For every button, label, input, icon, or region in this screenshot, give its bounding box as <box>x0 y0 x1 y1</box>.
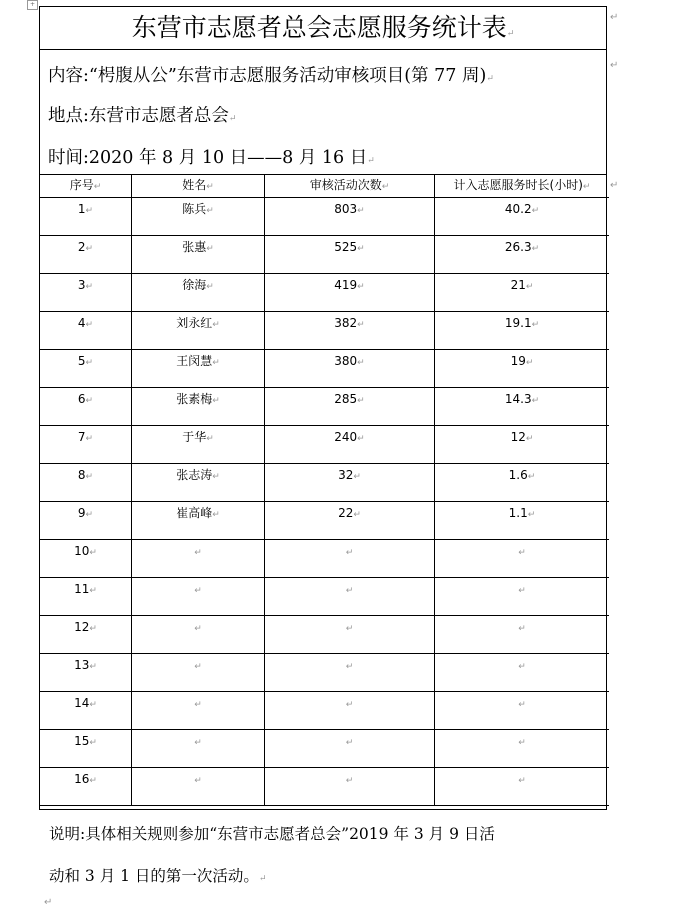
return-arrow-icon: ↵ <box>345 738 354 748</box>
cell-text: 张惠 <box>182 240 207 254</box>
return-arrow-icon: ↵ <box>357 282 365 292</box>
cell-text: 5 <box>77 354 86 368</box>
table-body <box>40 198 609 806</box>
cell-text: 于华 <box>182 430 207 444</box>
return-arrow-icon: ↵ <box>518 738 526 748</box>
cell-no[interactable] <box>40 730 132 768</box>
cell-hours[interactable] <box>435 654 610 692</box>
cell-name[interactable] <box>132 350 265 388</box>
cell-name[interactable] <box>132 654 265 692</box>
time-line <box>48 144 375 169</box>
return-arrow-icon: ↵ <box>206 206 214 216</box>
page-title: 东营市志愿者总会志愿服务统计表 <box>131 13 507 42</box>
return-arrow-icon: ↵ <box>527 510 536 520</box>
return-arrow-icon: ↵ <box>44 897 53 908</box>
statistics-form <box>39 6 607 810</box>
return-arrow-icon: ↵ <box>357 320 365 330</box>
return-arrow-icon: ↵ <box>206 434 214 444</box>
header-name: 姓名↵ <box>132 175 265 198</box>
cell-name[interactable] <box>132 426 265 464</box>
return-arrow-icon: ↵ <box>194 700 202 710</box>
table-row <box>40 768 609 806</box>
cell-hours[interactable] <box>435 730 610 768</box>
return-arrow-icon: ↵ <box>228 114 237 124</box>
cell-no[interactable] <box>40 350 132 388</box>
cell-count[interactable] <box>265 426 435 464</box>
cell-no[interactable] <box>40 692 132 730</box>
return-arrow-icon: ↵ <box>212 358 220 368</box>
cell-hours[interactable] <box>435 426 610 464</box>
cell-no[interactable] <box>40 616 132 654</box>
note-line-2-text: 动和 3 月 1 日的第一次活动。 <box>49 867 259 885</box>
return-arrow-icon: ↵ <box>89 624 97 634</box>
cell-hours[interactable] <box>435 502 610 540</box>
return-arrow-icon: ↵ <box>367 156 375 166</box>
cell-text: 4 <box>77 316 86 330</box>
return-arrow-icon: ↵ <box>518 548 526 558</box>
return-arrow-icon: ↵ <box>525 434 534 444</box>
cell-name[interactable] <box>132 730 265 768</box>
cell-text: 7 <box>77 430 86 444</box>
return-arrow-icon: ↵ <box>194 776 202 786</box>
cell-count[interactable] <box>265 768 435 806</box>
cell-text: 382 <box>334 316 358 330</box>
return-arrow-icon: ↵ <box>531 206 540 216</box>
return-arrow-icon: ↵ <box>525 282 534 292</box>
cell-text: 刘永红 <box>176 316 213 330</box>
return-arrow-icon: ↵ <box>85 358 94 368</box>
return-arrow-icon: ↵ <box>194 624 202 634</box>
cell-count[interactable] <box>265 312 435 350</box>
cell-text: 21 <box>510 278 526 292</box>
return-arrow-icon: ↵ <box>353 510 361 520</box>
return-arrow-icon: ↵ <box>85 396 94 406</box>
return-arrow-icon: ↵ <box>518 776 526 786</box>
cell-hours[interactable] <box>435 350 610 388</box>
cell-hours[interactable] <box>435 616 610 654</box>
table-row <box>40 730 609 768</box>
cell-text: 王闵慧 <box>176 354 213 368</box>
return-arrow-icon: ↵ <box>345 776 354 786</box>
table-row <box>40 502 609 540</box>
cell-text: 12 <box>510 430 526 444</box>
cell-text: 19.1 <box>504 316 532 330</box>
cell-name[interactable] <box>132 768 265 806</box>
table-row <box>40 540 609 578</box>
cell-count[interactable] <box>265 692 435 730</box>
cell-count[interactable] <box>265 654 435 692</box>
return-arrow-icon: ↵ <box>85 206 94 216</box>
return-arrow-icon: ↵ <box>610 180 619 191</box>
cell-text: 3 <box>77 278 86 292</box>
cell-text: 419 <box>334 278 358 292</box>
return-arrow-icon: ↵ <box>89 586 97 596</box>
place-text: 地点:东营市志愿者总会 <box>48 106 229 126</box>
info-block <box>40 50 606 175</box>
cell-no[interactable] <box>40 768 132 806</box>
cell-count[interactable] <box>265 274 435 312</box>
note-line-1: 说明:具体相关规则参加“东营市志愿者总会”2019 年 3 月 9 日活 <box>49 825 495 843</box>
cell-name[interactable] <box>132 540 265 578</box>
cell-no[interactable] <box>40 198 132 236</box>
cell-text: 13 <box>74 658 90 672</box>
return-arrow-icon: ↵ <box>89 700 97 710</box>
cell-hours[interactable] <box>435 388 610 426</box>
cell-count[interactable] <box>265 540 435 578</box>
table-row <box>40 426 609 464</box>
cell-count[interactable] <box>265 198 435 236</box>
cell-text: 240 <box>334 430 358 444</box>
cell-hours[interactable] <box>435 274 610 312</box>
return-arrow-icon: ↵ <box>518 586 526 596</box>
cell-text: 张志涛 <box>176 468 213 482</box>
cell-text: 26.3 <box>504 240 532 254</box>
cell-text: 8 <box>77 468 86 482</box>
return-arrow-icon: ↵ <box>357 434 365 444</box>
cell-no[interactable] <box>40 464 132 502</box>
cell-no[interactable] <box>40 502 132 540</box>
cell-name[interactable] <box>132 198 265 236</box>
table-row <box>40 654 609 692</box>
cell-text: 14 <box>74 696 90 710</box>
cell-name[interactable] <box>132 274 265 312</box>
table-row <box>40 692 609 730</box>
return-arrow-icon: ↵ <box>89 548 97 558</box>
table-row <box>40 312 609 350</box>
cell-text: 40.2 <box>504 202 532 216</box>
cell-hours[interactable] <box>435 464 610 502</box>
cell-text: 803 <box>334 202 358 216</box>
table-row <box>40 350 609 388</box>
cell-text: 12 <box>74 620 90 634</box>
cell-text: 32 <box>338 468 354 482</box>
cell-count[interactable] <box>265 350 435 388</box>
cell-name[interactable] <box>132 578 265 616</box>
content-line <box>48 62 494 87</box>
cell-text: 陈兵 <box>182 202 207 216</box>
return-arrow-icon: ↵ <box>357 396 365 406</box>
return-arrow-icon: ↵ <box>194 738 202 748</box>
note-line-2 <box>49 864 266 886</box>
cell-name[interactable] <box>132 388 265 426</box>
return-arrow-icon: ↵ <box>194 662 202 672</box>
table-row <box>40 464 609 502</box>
cell-hours[interactable] <box>435 768 610 806</box>
cell-text: 崔高峰 <box>176 506 213 520</box>
header-hours: 计入志愿服务时长(小时)↵ <box>435 175 610 198</box>
cell-name[interactable] <box>132 312 265 350</box>
return-arrow-icon: ↵ <box>357 244 365 254</box>
return-arrow-icon: ↵ <box>357 358 365 368</box>
return-arrow-icon: ↵ <box>194 586 202 596</box>
place-line <box>48 102 236 127</box>
return-arrow-icon: ↵ <box>518 700 526 710</box>
return-arrow-icon: ↵ <box>531 320 540 330</box>
cell-name[interactable] <box>132 692 265 730</box>
time-text: 时间:2020 年 8 月 10 日——8 月 16 日 <box>48 148 368 168</box>
cell-hours[interactable] <box>435 692 610 730</box>
content-text: 内容:“枵腹从公”东营市志愿服务活动审核项目(第 77 周) <box>48 66 487 86</box>
table-row <box>40 578 609 616</box>
cell-text: 1.1 <box>508 506 528 520</box>
cell-name[interactable] <box>132 616 265 654</box>
return-arrow-icon: ↵ <box>212 510 220 520</box>
return-arrow-icon: ↵ <box>258 874 267 884</box>
return-arrow-icon: ↵ <box>518 624 526 634</box>
cell-name[interactable] <box>132 236 265 274</box>
return-arrow-icon: ↵ <box>89 776 97 786</box>
cell-count[interactable] <box>265 578 435 616</box>
cell-text: 19 <box>510 354 526 368</box>
cell-no[interactable] <box>40 388 132 426</box>
return-arrow-icon: ↵ <box>610 60 619 71</box>
cell-count[interactable] <box>265 616 435 654</box>
cell-text: 22 <box>338 506 354 520</box>
cell-text: 14.3 <box>504 392 532 406</box>
return-arrow-icon: ↵ <box>212 320 220 330</box>
return-arrow-icon: ↵ <box>194 548 202 558</box>
cell-text: 11 <box>74 582 90 596</box>
table-row <box>40 274 609 312</box>
table-header-row <box>40 175 609 198</box>
table-row <box>40 236 609 274</box>
return-arrow-icon: ↵ <box>345 662 354 672</box>
cell-no[interactable] <box>40 312 132 350</box>
cell-name[interactable] <box>132 502 265 540</box>
return-arrow-icon: ↵ <box>610 12 619 23</box>
return-arrow-icon: ↵ <box>89 662 97 672</box>
return-arrow-icon: ↵ <box>212 472 220 482</box>
volunteer-table <box>40 175 609 806</box>
return-arrow-icon: ↵ <box>345 624 354 634</box>
cell-text: 15 <box>74 734 90 748</box>
return-arrow-icon: ↵ <box>85 510 94 520</box>
header-count: 审核活动次数↵ <box>265 175 435 198</box>
table-row <box>40 616 609 654</box>
cell-no[interactable] <box>40 540 132 578</box>
form-title-row <box>40 7 606 50</box>
return-arrow-icon: ↵ <box>531 244 540 254</box>
cell-text: 1 <box>77 202 86 216</box>
cell-no[interactable] <box>40 654 132 692</box>
table-move-handle-icon[interactable]: + <box>27 0 38 10</box>
cell-hours[interactable] <box>435 578 610 616</box>
cell-count[interactable] <box>265 236 435 274</box>
cell-text: 16 <box>74 772 90 786</box>
return-arrow-icon: ↵ <box>357 206 365 216</box>
cell-text: 380 <box>334 354 358 368</box>
cell-count[interactable] <box>265 502 435 540</box>
return-arrow-icon: ↵ <box>206 282 214 292</box>
return-arrow-icon: ↵ <box>85 282 94 292</box>
cell-name[interactable] <box>132 464 265 502</box>
cell-text: 525 <box>334 240 358 254</box>
cell-text: 285 <box>334 392 358 406</box>
cell-text: 9 <box>77 506 86 520</box>
cell-count[interactable] <box>265 464 435 502</box>
return-arrow-icon: ↵ <box>85 320 94 330</box>
return-arrow-icon: ↵ <box>518 662 526 672</box>
header-no: 序号↵ <box>40 175 132 198</box>
table-row <box>40 388 609 426</box>
return-arrow-icon: ↵ <box>353 472 361 482</box>
cell-text: 徐海 <box>182 278 207 292</box>
cell-no[interactable] <box>40 426 132 464</box>
cell-no[interactable] <box>40 274 132 312</box>
return-arrow-icon: ↵ <box>85 244 94 254</box>
cell-count[interactable] <box>265 388 435 426</box>
cell-hours[interactable] <box>435 236 610 274</box>
return-arrow-icon: ↵ <box>527 472 536 482</box>
return-arrow-icon: ↵ <box>525 358 534 368</box>
return-arrow-icon: ↵ <box>89 738 97 748</box>
return-arrow-icon: ↵ <box>85 472 94 482</box>
table-row <box>40 198 609 236</box>
return-arrow-icon: ↵ <box>345 700 354 710</box>
cell-no[interactable] <box>40 236 132 274</box>
cell-text: 2 <box>77 240 86 254</box>
cell-text: 张素梅 <box>176 392 213 406</box>
return-arrow-icon: ↵ <box>486 74 494 84</box>
cell-text: 1.6 <box>508 468 528 482</box>
cell-text: 10 <box>74 544 90 558</box>
cell-count[interactable] <box>265 730 435 768</box>
return-arrow-icon: ↵ <box>206 244 214 254</box>
return-arrow-icon: ↵ <box>531 396 540 406</box>
return-arrow-icon: ↵ <box>506 29 515 39</box>
return-arrow-icon: ↵ <box>85 434 94 444</box>
cell-no[interactable] <box>40 578 132 616</box>
return-arrow-icon: ↵ <box>212 396 220 406</box>
cell-hours[interactable] <box>435 540 610 578</box>
return-arrow-icon: ↵ <box>345 586 354 596</box>
cell-text: 6 <box>77 392 86 406</box>
cell-hours[interactable] <box>435 312 610 350</box>
return-arrow-icon: ↵ <box>345 548 354 558</box>
cell-hours[interactable] <box>435 198 610 236</box>
